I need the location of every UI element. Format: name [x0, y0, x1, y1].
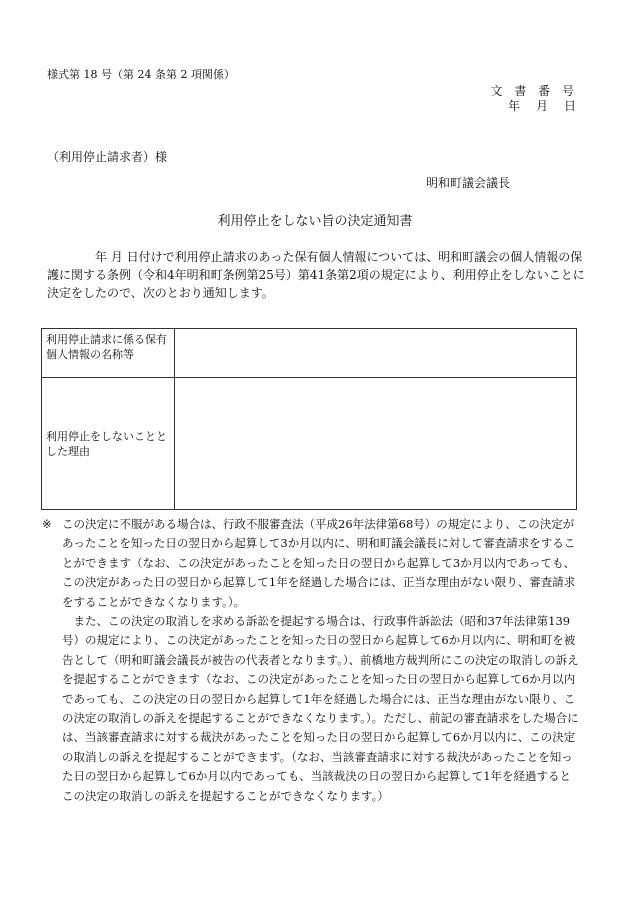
sender: 明和町議会議長: [425, 176, 510, 190]
document-number: 文 書 番 号: [490, 84, 578, 98]
note-paragraph-appeal: [42, 515, 582, 612]
info-table: [41, 328, 577, 510]
intro-paragraph: [47, 248, 587, 302]
intro-text: 年 月 日付けで利用停止請求のあった保有個人情報については、明和町議会の個人情報の保護に関する条例（令和4年明和町条例第25号）第41条第2項の規定により、利用停止をしないことに決定をしたので、次のとおり通知します。: [47, 250, 585, 300]
table-row: [42, 378, 577, 510]
note-paragraph-lawsuit: また、この決定の取消しを求める訴訟を提起する場合は、行政事件訴訟法（昭和37年法律第139号）の規定により、この決定があったことを知った日の翌日から起算して6か月以内に、明和町を被告として（明和町議会議長が被告の代表者となります。）、前橋地方裁判所にこの決定の取消しの訴えを提起することができます（なお、この決定があったことを知った日の翌日から起算して6か月以内であっても、この決定の日の翌日から起算して1年を経過した場合には、正当な理由がない限り、この決定の取消しの訴えを提起することができなくなります。）。ただし、前記の審査請求をした場合には、当該審査請求に対する裁決があったことを知った日の翌日から起算して6か月以内に、この決定の取消しの訴えを提起することができます。（なお、当該審査請求に対する裁決があったことを知った日の翌日から起算して6か月以内であっても、当該裁決の日の翌日から起算して1年を経過するとこの決定の取消しの訴えを提起することができなくなります。）: [62, 614, 579, 803]
document-title: 利用停止をしない旨の決定通知書: [217, 214, 413, 229]
note-appeal-text: この決定に不服がある場合は、行政不服審査法（平成26年法律第68号）の規定により、この決定があったことを知った日の翌日から起算して3か月以内に、明和町議会議長に対して審査請求をすることができます（なお、この決定があったことを知った日の翌日から起算して3か月以内であっても、この決定があった日の翌日から起算して1年を経過した場合には、正当な理由がない限り、審査請求をすることができなくなります。）。: [62, 517, 576, 609]
document-date: 年 月 日: [507, 99, 578, 113]
row-value-reason: [175, 378, 577, 510]
row-label-info-name: 利用停止請求に係る保有個人情報の名称等: [42, 329, 175, 378]
addressee: （利用停止請求者）様: [47, 150, 168, 164]
notes-section: [42, 515, 582, 806]
row-value-info-name: [175, 329, 577, 378]
row-label-reason: 利用停止をしないこととした理由: [42, 378, 175, 510]
note-mark: ※: [42, 517, 52, 531]
form-number: 様式第 18 号（第 24 条第 2 項関係）: [47, 68, 235, 81]
table-row: [42, 329, 577, 378]
